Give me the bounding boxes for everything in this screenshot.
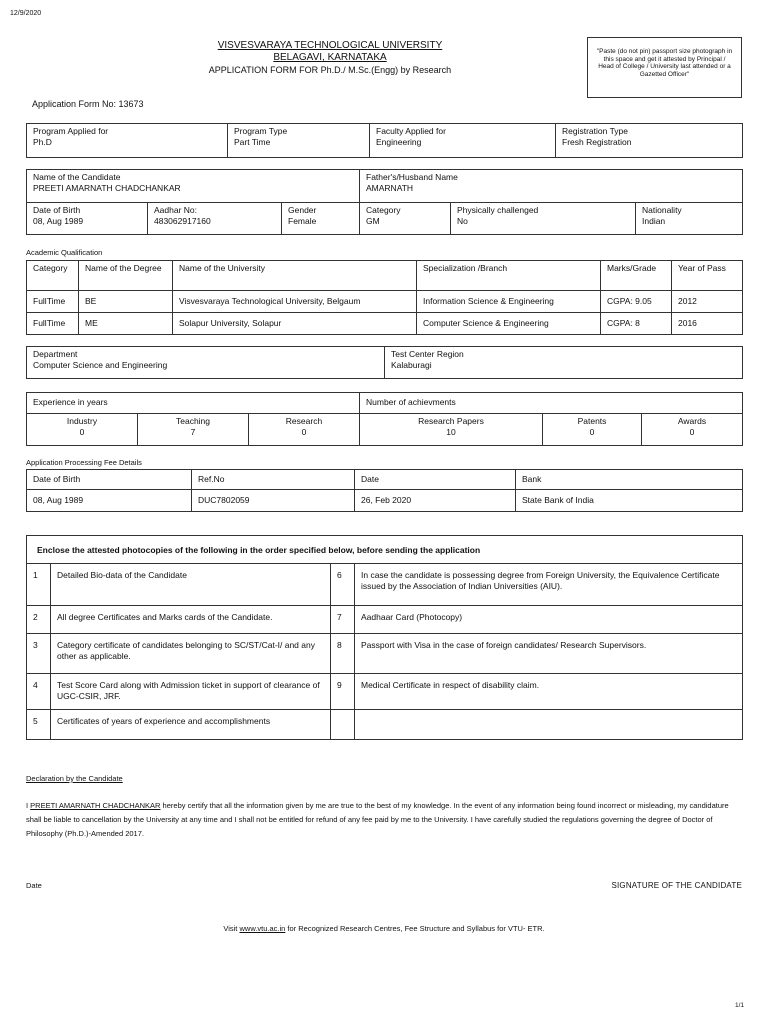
enclosures-section (26, 535, 742, 740)
faculty-value: Engineering (376, 137, 422, 147)
department-section (26, 346, 742, 379)
enclosure-text: Medical Certificate in respect of disability claim. (355, 674, 743, 710)
papers-label: Research Papers (418, 416, 484, 426)
academic-cell-category: FullTime (27, 291, 79, 313)
declaration-text (26, 799, 744, 841)
gender-cell (282, 203, 360, 235)
declaration-title: Declaration by the Candidate (26, 774, 123, 783)
enclosure-text: Test Score Card along with Admission ticket in support of clearance of UGC-CSIR, JRF. (51, 674, 331, 710)
footer-prefix: Visit (223, 924, 240, 933)
academic-cell-year: 2012 (672, 291, 743, 313)
vtu-link[interactable]: www.vtu.ac.in (239, 924, 286, 933)
experience-header: Experience in years (27, 393, 360, 414)
list-item (27, 606, 743, 634)
academic-header-specialization: Specialization /Branch (417, 261, 601, 291)
photo-box: "Paste (do not pin) passport size photograph in this space and get it attested by Principal / Head of College / University last attended or a Gazetted Officer" (587, 37, 742, 98)
father-name-cell (360, 170, 743, 203)
physically-challenged-value: No (457, 216, 468, 226)
faculty-cell (370, 124, 556, 158)
aadhar-cell (148, 203, 282, 235)
academic-cell-degree: ME (79, 313, 173, 335)
academic-header-university: Name of the University (173, 261, 417, 291)
academic-cell-university: Solapur University, Solapur (173, 313, 417, 335)
program-applied-cell (27, 124, 228, 158)
candidate-name-cell (27, 170, 360, 203)
list-item (27, 634, 743, 674)
academic-cell-degree: BE (79, 291, 173, 313)
fee-section (26, 469, 742, 512)
gender-value: Female (288, 216, 317, 226)
enclosure-number: 5 (27, 710, 51, 740)
enclosure-number: 2 (27, 606, 51, 634)
academic-header-degree: Name of the Degree (79, 261, 173, 291)
university-name: VISVESVARAYA TECHNOLOGICAL UNIVERSITY (217, 40, 443, 51)
form-header (140, 40, 520, 76)
category-label: Category (366, 205, 401, 215)
enclosure-text: Detailed Bio-data of the Candidate (51, 564, 331, 606)
dob-value: 08, Aug 1989 (33, 216, 84, 226)
candidate-name-label: Name of the Candidate (33, 172, 121, 182)
achievements-header: Number of achievments (360, 393, 743, 414)
form-title: APPLICATION FORM FOR Ph.D./ M.Sc.(Engg) by Research (208, 65, 452, 75)
candidate-name-table (26, 169, 743, 203)
enclosure-number: 3 (27, 634, 51, 674)
list-item (27, 674, 743, 710)
aadhar-value: 483062917160 (154, 216, 211, 226)
table-row (27, 291, 743, 313)
enclosure-text: In case the candidate is possessing degree from Foreign University, the Equivalence Certificate issued by the Association of Indian Universities (AIU). (355, 564, 743, 606)
candidate-section (26, 169, 742, 235)
enclosure-text: All degree Certificates and Marks cards of the Candidate. (51, 606, 331, 634)
fee-title: Application Processing Fee Details (26, 458, 142, 467)
enclosure-text (355, 710, 743, 740)
experience-table (26, 392, 743, 446)
program-type-cell (228, 124, 370, 158)
patents-value: 0 (589, 427, 595, 437)
dob-cell (27, 203, 148, 235)
physically-challenged-label: Physically challenged (457, 205, 539, 215)
enclosure-number: 6 (331, 564, 355, 606)
nationality-cell (636, 203, 743, 235)
program-applied-label: Program Applied for (33, 126, 109, 136)
academic-cell-marks: CGPA: 8 (601, 313, 672, 335)
dob-label: Date of Birth (33, 205, 81, 215)
research-value: 0 (301, 427, 307, 437)
industry-cell (27, 414, 138, 446)
academic-header-marks: Marks/Grade (601, 261, 672, 291)
enclosure-number (331, 710, 355, 740)
awards-cell (642, 414, 743, 446)
list-item (27, 710, 743, 740)
registration-value: Fresh Registration (562, 137, 632, 147)
papers-value: 10 (446, 427, 456, 437)
fee-table (26, 469, 743, 512)
program-type-label: Program Type (234, 126, 288, 136)
list-item (27, 564, 743, 606)
aadhar-label: Aadhar No: (154, 205, 197, 215)
department-table (26, 346, 743, 379)
father-name-value: AMARNATH (366, 183, 414, 193)
academic-header-year: Year of Pass (672, 261, 743, 291)
industry-value: 0 (79, 427, 85, 437)
teaching-value: 7 (190, 427, 196, 437)
application-number: Application Form No: 13673 (32, 99, 144, 109)
declaration-candidate-name: PREETI AMARNATH CHADCHANKAR (30, 801, 161, 810)
fee-dob-value: 08, Aug 1989 (27, 490, 192, 512)
patents-label: Patents (577, 416, 607, 426)
test-center-label: Test Center Region (391, 349, 464, 359)
category-value: GM (366, 216, 380, 226)
declaration-prefix: I (26, 801, 31, 810)
university-location: BELAGAVI, KARNATAKA (273, 52, 387, 63)
papers-cell (360, 414, 543, 446)
enclosure-text: Certificates of years of experience and accomplishments (51, 710, 331, 740)
fee-bank-value: State Bank of India (516, 490, 743, 512)
research-label: Research (285, 416, 323, 426)
enclosures-table (26, 535, 743, 740)
signature-label: SIGNATURE OF THE CANDIDATE (611, 881, 742, 890)
enclosure-number: 4 (27, 674, 51, 710)
teaching-cell (138, 414, 249, 446)
candidate-name-value: PREETI AMARNATH CHADCHANKAR (33, 183, 181, 193)
category-cell (360, 203, 451, 235)
fee-header-ref: Ref.No (192, 470, 355, 490)
physically-challenged-cell (451, 203, 636, 235)
department-value: Computer Science and Engineering (33, 360, 168, 370)
gender-label: Gender (288, 205, 317, 215)
page-number: 1/1 (734, 1002, 744, 1009)
academic-title: Academic Qualification (26, 248, 103, 257)
patents-cell (543, 414, 642, 446)
nationality-value: Indian (642, 216, 666, 226)
enclosure-text: Passport with Visa in the case of foreign candidates/ Research Supervisors. (355, 634, 743, 674)
teaching-label: Teaching (175, 416, 211, 426)
academic-cell-specialization: Information Science & Engineering (417, 291, 601, 313)
academic-cell-specialization: Computer Science & Engineering (417, 313, 601, 335)
footer-suffix: for Recognized Research Centres, Fee Structure and Syllabus for VTU- ETR. (285, 924, 545, 933)
print-date: 12/9/2020 (10, 10, 42, 17)
academic-cell-university: Visvesvaraya Technological University, Belgaum (173, 291, 417, 313)
registration-cell (556, 124, 743, 158)
table-row (27, 313, 743, 335)
department-label: Department (33, 349, 78, 359)
fee-ref-value: DUC7802059 (192, 490, 355, 512)
fee-date-value: 26, Feb 2020 (355, 490, 516, 512)
table-row (27, 490, 743, 512)
candidate-details-table (26, 202, 743, 235)
father-name-label: Father's/Husband Name (366, 172, 458, 182)
test-center-cell (385, 347, 743, 379)
program-type-value: Part Time (234, 137, 271, 147)
registration-label: Registration Type (562, 126, 628, 136)
awards-value: 0 (689, 427, 695, 437)
academic-header-category: Category (27, 261, 79, 291)
fee-header-bank: Bank (516, 470, 743, 490)
awards-label: Awards (677, 416, 707, 426)
research-cell (249, 414, 360, 446)
department-cell (27, 347, 385, 379)
academic-cell-category: FullTime (27, 313, 79, 335)
program-table (26, 123, 743, 158)
declaration-body: hereby certify that all the information given by me are true to the best of my knowledge. In the event of any information being found incorrect or misleading, my candidature shall be liable to cancellation by the University at any time and I shall not be entitled for refund of any fee paid by me to the University. I have carefully studied the regulations governing the degree of Doctor of Philosophy (Ph.D.)-Amended 2017. (26, 801, 729, 838)
date-label: Date (26, 881, 42, 890)
enclosure-number: 1 (27, 564, 51, 606)
footer-visit (0, 924, 768, 933)
industry-label: Industry (66, 416, 98, 426)
test-center-value: Kalaburagi (391, 360, 432, 370)
academic-cell-marks: CGPA: 9.05 (601, 291, 672, 313)
nationality-label: Nationality (642, 205, 682, 215)
program-applied-value: Ph.D (33, 137, 52, 147)
enclosures-title: Enclose the attested photocopies of the following in the order specified below, before sending the application (27, 536, 743, 564)
enclosure-number: 8 (331, 634, 355, 674)
academic-cell-year: 2016 (672, 313, 743, 335)
program-section (26, 123, 742, 158)
faculty-label: Faculty Applied for (376, 126, 446, 136)
enclosure-number: 9 (331, 674, 355, 710)
enclosure-text: Aadhaar Card (Photocopy) (355, 606, 743, 634)
academic-section (26, 260, 742, 335)
fee-header-dob: Date of Birth (27, 470, 192, 490)
academic-table (26, 260, 743, 335)
fee-header-date: Date (355, 470, 516, 490)
enclosure-number: 7 (331, 606, 355, 634)
experience-section (26, 392, 742, 446)
enclosure-text: Category certificate of candidates belonging to SC/ST/Cat-I/ and any other as applicable. (51, 634, 331, 674)
